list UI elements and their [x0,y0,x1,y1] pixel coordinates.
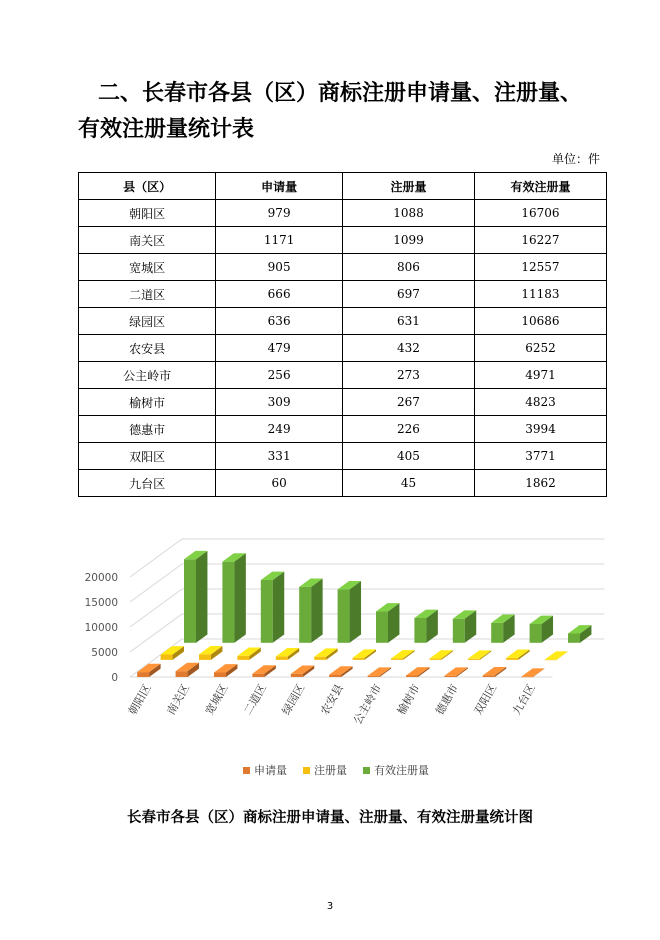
series-3 [184,551,591,643]
bar-front [530,624,542,643]
cell-valid-registrations: 4823 [474,389,606,416]
bar-front [299,587,311,643]
bar [252,665,275,677]
y-tick-label: 10000 [84,622,118,634]
bar-side [196,551,207,643]
bar-front [329,675,341,677]
table-row [79,335,607,362]
bar [453,610,476,642]
cell-registrations: 226 [342,416,474,443]
unit-label: 单位：件 [551,152,600,166]
bar-front [338,589,350,642]
bar [376,603,399,643]
table-row [79,308,607,335]
cell-applications: 249 [216,416,343,443]
legend-label: 有效注册量 [374,764,429,777]
bar-front [444,676,456,677]
bar [406,667,429,677]
bar-front [391,659,403,660]
cell-registrations: 432 [342,335,474,362]
y-tick-label: 0 [111,672,118,684]
bar-front [368,676,380,677]
cell-registrations: 45 [342,470,474,497]
header-valid-registrations: 有效注册量 [474,173,606,200]
bar-front [468,659,480,660]
x-tick-label: 绿园区 [279,682,308,718]
bar [429,650,452,660]
bar-front [453,619,465,643]
bar [483,667,506,677]
bar-front [483,675,495,677]
header-applications: 申请量 [216,173,343,200]
bar-front [506,658,518,660]
bar-front [276,656,288,659]
bar [314,648,337,660]
bar-front [222,562,234,643]
x-tick-label: 朝阳区 [126,682,154,718]
bar [444,667,467,677]
series-1 [137,663,544,677]
x-tick-label: 双阳区 [471,682,500,718]
bar-front [184,559,196,643]
cell-applications: 331 [216,443,343,470]
cell-registrations: 405 [342,443,474,470]
cell-valid-registrations: 1862 [474,470,606,497]
bar [521,668,544,677]
chart [78,525,608,795]
cell-valid-registrations: 3994 [474,416,606,443]
cell-district: 宽城区 [79,254,216,281]
bar [161,646,184,660]
table-row [79,389,607,416]
cell-valid-registrations: 11183 [474,281,606,308]
bar-side [350,581,361,643]
bar [391,650,414,660]
bar [568,625,591,643]
x-tick-label: 农安县 [318,682,346,718]
x-tick-label: 九台区 [510,682,538,718]
cell-district: 农安县 [79,335,216,362]
cell-applications: 636 [216,308,343,335]
bar [329,666,352,677]
cell-valid-registrations: 16706 [474,200,606,227]
x-tick-label: 公主岭市 [350,682,385,727]
cell-applications: 979 [216,200,343,227]
cell-district: 德惠市 [79,416,216,443]
bar [506,650,529,660]
bar-front [429,659,441,660]
cell-district: 九台区 [79,470,216,497]
x-tick-label: 榆树市 [394,682,423,718]
table-row [79,362,607,389]
table-row [79,254,607,281]
series-2 [161,646,568,660]
bar [299,579,322,643]
cell-district: 二道区 [79,281,216,308]
table-row [79,227,607,254]
legend-swatch [243,767,250,774]
cell-registrations: 1099 [342,227,474,254]
bar-top [521,668,544,676]
bar [276,648,299,660]
bar [199,646,222,660]
cell-registrations: 273 [342,362,474,389]
bar [368,667,391,677]
cell-district: 榆树市 [79,389,216,416]
cell-valid-registrations: 16227 [474,227,606,254]
bar-front [214,672,226,677]
legend-label: 申请量 [254,764,287,777]
cell-valid-registrations: 6252 [474,335,606,362]
cell-registrations: 697 [342,281,474,308]
x-tick-label: 南关区 [164,682,193,718]
cell-district: 南关区 [79,227,216,254]
bar [237,648,260,660]
bar [176,663,199,677]
statistics-table [78,172,607,497]
bar-front [252,674,264,677]
cell-applications: 256 [216,362,343,389]
cell-valid-registrations: 4971 [474,362,606,389]
bar-front [199,654,211,659]
bar [137,664,160,677]
x-tick-label: 德惠市 [433,682,461,718]
bar-front [568,633,580,642]
cell-valid-registrations: 12557 [474,254,606,281]
bar [353,649,376,660]
cell-registrations: 267 [342,389,474,416]
bar-front [414,618,426,643]
bar-front [545,660,557,661]
table-row [79,470,607,497]
bar-front [491,623,503,643]
page-number: 3 [326,901,334,912]
cell-district: 朝阳区 [79,200,216,227]
bar [261,572,284,643]
cell-district: 公主岭市 [79,362,216,389]
bar-top [444,667,467,675]
cell-district: 绿园区 [79,308,216,335]
y-tick-label: 15000 [84,597,118,609]
bar-front [291,674,303,677]
bar-top [368,667,391,675]
legend-swatch [303,767,310,774]
x-tick-label: 宽城区 [202,682,231,718]
table-row [79,416,607,443]
cell-applications: 479 [216,335,343,362]
bar-top [545,651,568,659]
cell-district: 双阳区 [79,443,216,470]
x-tick-label: 二道区 [241,682,269,718]
bar-front [161,654,173,659]
table-body [79,200,607,497]
bar-front [353,658,365,660]
bar [468,650,491,659]
bar-top [429,650,452,658]
bar-front [521,677,533,678]
legend [243,763,429,777]
cell-registrations: 631 [342,308,474,335]
table-row [79,443,607,470]
cell-applications: 309 [216,389,343,416]
chart-caption: 长春市各县（区）商标注册申请量、注册量、有效注册量统计图 [127,810,533,826]
bar-top [468,650,491,658]
cell-applications: 60 [216,470,343,497]
bar-side [273,572,284,643]
bar-front [176,671,188,677]
bar-front [314,657,326,660]
bar-front [261,580,273,643]
bar [338,581,361,643]
y-tick-label: 5000 [91,647,118,659]
table-header-row [79,173,607,200]
cell-applications: 905 [216,254,343,281]
cell-registrations: 1088 [342,200,474,227]
table-row [79,281,607,308]
bar [214,664,237,677]
bar-top [406,667,429,675]
bar-front [237,656,249,660]
legend-label: 注册量 [314,764,347,777]
bar [414,610,437,643]
bar [184,551,207,643]
bar [222,553,245,642]
page-title: 二、长春市各县（区）商标注册申请量、注册量、有效注册量统计表 [78,81,583,142]
header-registrations: 注册量 [342,173,474,200]
bar [291,665,314,677]
table-row [79,200,607,227]
bar-front [376,612,388,643]
cell-valid-registrations: 3771 [474,443,606,470]
bar-top [391,650,414,658]
header-district: 县（区） [79,173,216,200]
y-tick-label: 20000 [84,572,118,584]
bar-side [234,553,245,642]
bar-front [406,675,418,677]
bar-side [311,579,322,643]
cell-valid-registrations: 10686 [474,308,606,335]
cell-applications: 666 [216,281,343,308]
bar [545,651,568,660]
cell-applications: 1171 [216,227,343,254]
legend-swatch [363,767,370,774]
cell-registrations: 806 [342,254,474,281]
bar-front [137,672,149,677]
